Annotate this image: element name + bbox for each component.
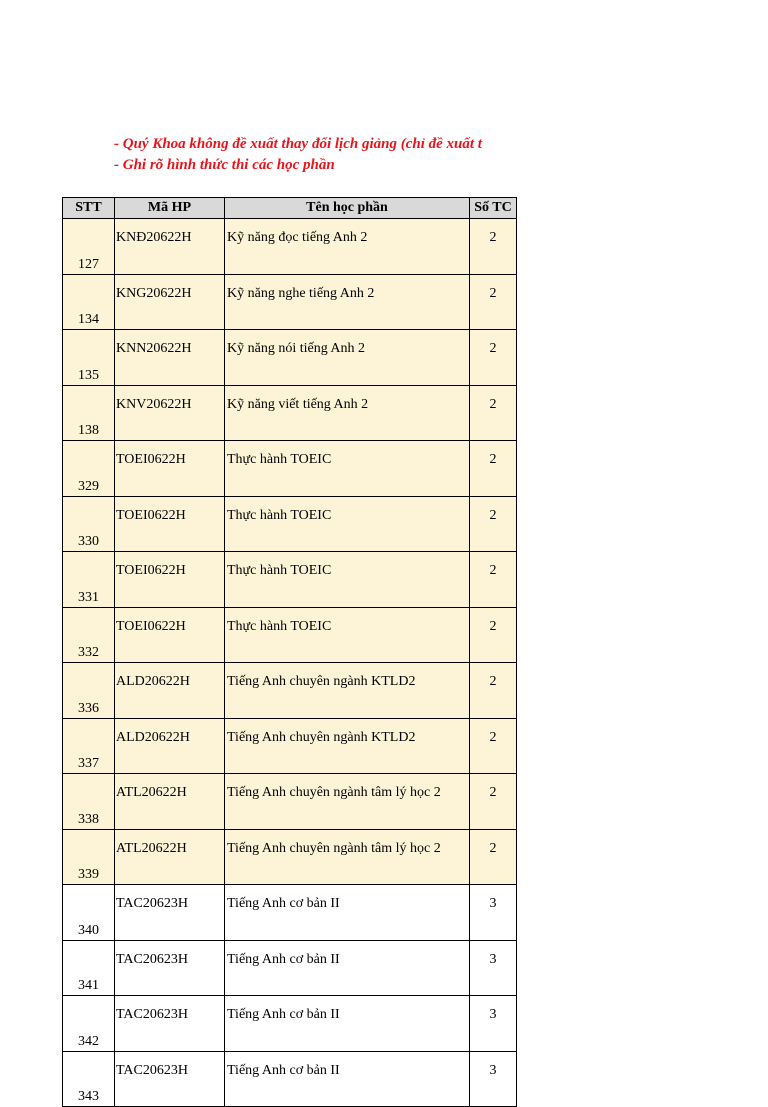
row-course-code-cell: ATL20622H (115, 829, 225, 885)
row-stt-cell: 339 (63, 829, 115, 885)
row-course-name-cell: Tiếng Anh cơ bản II (225, 996, 470, 1052)
table-row (63, 385, 517, 441)
table-row (63, 996, 517, 1052)
row-credits-cell: 2 (470, 274, 517, 330)
row-credits-cell: 3 (470, 885, 517, 941)
table-row (63, 718, 517, 774)
row-stt-cell: 337 (63, 718, 115, 774)
row-course-name-cell: Thực hành TOEIC (225, 441, 470, 497)
row-stt-cell: 330 (63, 496, 115, 552)
header-course-name: Tên học phần (225, 198, 470, 219)
table-row (63, 274, 517, 330)
header-credits: Số TC (470, 198, 517, 219)
row-course-code-cell: TOEI0622H (115, 496, 225, 552)
row-course-code-cell: ALD20622H (115, 718, 225, 774)
row-stt-cell: 331 (63, 552, 115, 608)
instruction-notes (114, 134, 518, 176)
table-row (63, 330, 517, 386)
note-line: - Quý Khoa không đề xuất thay đổi lịch giảng (chỉ đề xuất t (114, 136, 482, 152)
row-stt-cell: 341 (63, 940, 115, 996)
table-body (63, 219, 517, 1107)
table-row (63, 885, 517, 941)
row-credits-cell: 3 (470, 940, 517, 996)
row-credits-cell: 2 (470, 552, 517, 608)
row-credits-cell: 2 (470, 774, 517, 830)
row-credits-cell: 2 (470, 219, 517, 275)
row-credits-cell: 2 (470, 718, 517, 774)
row-course-code-cell: TOEI0622H (115, 607, 225, 663)
row-credits-cell: 3 (470, 1051, 517, 1107)
row-course-code-cell: TAC20623H (115, 940, 225, 996)
row-course-code-cell: TAC20623H (115, 1051, 225, 1107)
row-course-name-cell: Tiếng Anh cơ bản II (225, 940, 470, 996)
row-stt-cell: 340 (63, 885, 115, 941)
row-credits-cell: 2 (470, 330, 517, 386)
table-row (63, 496, 517, 552)
row-credits-cell: 2 (470, 663, 517, 719)
row-stt-cell: 127 (63, 219, 115, 275)
row-course-name-cell: Tiếng Anh cơ bản II (225, 1051, 470, 1107)
row-course-code-cell: TAC20623H (115, 996, 225, 1052)
table-row (63, 552, 517, 608)
row-course-code-cell: TOEI0622H (115, 552, 225, 608)
course-table (62, 197, 517, 1107)
table-row (63, 1051, 517, 1107)
row-course-code-cell: KNĐ20622H (115, 219, 225, 275)
row-course-name-cell: Thực hành TOEIC (225, 552, 470, 608)
row-stt-cell: 336 (63, 663, 115, 719)
table-row (63, 940, 517, 996)
row-course-code-cell: KNN20622H (115, 330, 225, 386)
row-credits-cell: 2 (470, 385, 517, 441)
row-course-name-cell: Tiếng Anh chuyên ngành KTLD2 (225, 718, 470, 774)
row-stt-cell: 138 (63, 385, 115, 441)
table-header-row (63, 198, 517, 219)
row-credits-cell: 2 (470, 496, 517, 552)
header-course-code: Mã HP (115, 198, 225, 219)
table-row (63, 829, 517, 885)
row-stt-cell: 342 (63, 996, 115, 1052)
note-line: - Ghi rõ hình thức thi các học phần (114, 157, 335, 173)
row-course-name-cell: Tiếng Anh chuyên ngành tâm lý học 2 (225, 774, 470, 830)
row-credits-cell: 2 (470, 829, 517, 885)
row-course-code-cell: TAC20623H (115, 885, 225, 941)
table-row (63, 774, 517, 830)
row-course-name-cell: Kỹ năng đọc tiếng Anh 2 (225, 219, 470, 275)
row-course-name-cell: Kỹ năng nghe tiếng Anh 2 (225, 274, 470, 330)
row-course-code-cell: KNV20622H (115, 385, 225, 441)
row-course-name-cell: Kỹ năng nói tiếng Anh 2 (225, 330, 470, 386)
row-course-name-cell: Thực hành TOEIC (225, 607, 470, 663)
row-course-code-cell: ALD20622H (115, 663, 225, 719)
row-stt-cell: 134 (63, 274, 115, 330)
row-credits-cell: 3 (470, 996, 517, 1052)
table-row (63, 219, 517, 275)
row-course-code-cell: KNG20622H (115, 274, 225, 330)
table-row (63, 607, 517, 663)
row-course-name-cell: Thực hành TOEIC (225, 496, 470, 552)
row-course-name-cell: Tiếng Anh chuyên ngành tâm lý học 2 (225, 829, 470, 885)
row-credits-cell: 2 (470, 607, 517, 663)
row-course-code-cell: ATL20622H (115, 774, 225, 830)
row-course-name-cell: Kỹ năng viết tiếng Anh 2 (225, 385, 470, 441)
row-stt-cell: 338 (63, 774, 115, 830)
row-stt-cell: 332 (63, 607, 115, 663)
table-row (63, 663, 517, 719)
row-stt-cell: 343 (63, 1051, 115, 1107)
row-course-code-cell: TOEI0622H (115, 441, 225, 497)
row-credits-cell: 2 (470, 441, 517, 497)
row-course-name-cell: Tiếng Anh cơ bản II (225, 885, 470, 941)
row-course-name-cell: Tiếng Anh chuyên ngành KTLD2 (225, 663, 470, 719)
table-row (63, 441, 517, 497)
row-stt-cell: 329 (63, 441, 115, 497)
row-stt-cell: 135 (63, 330, 115, 386)
header-stt: STT (63, 198, 115, 219)
